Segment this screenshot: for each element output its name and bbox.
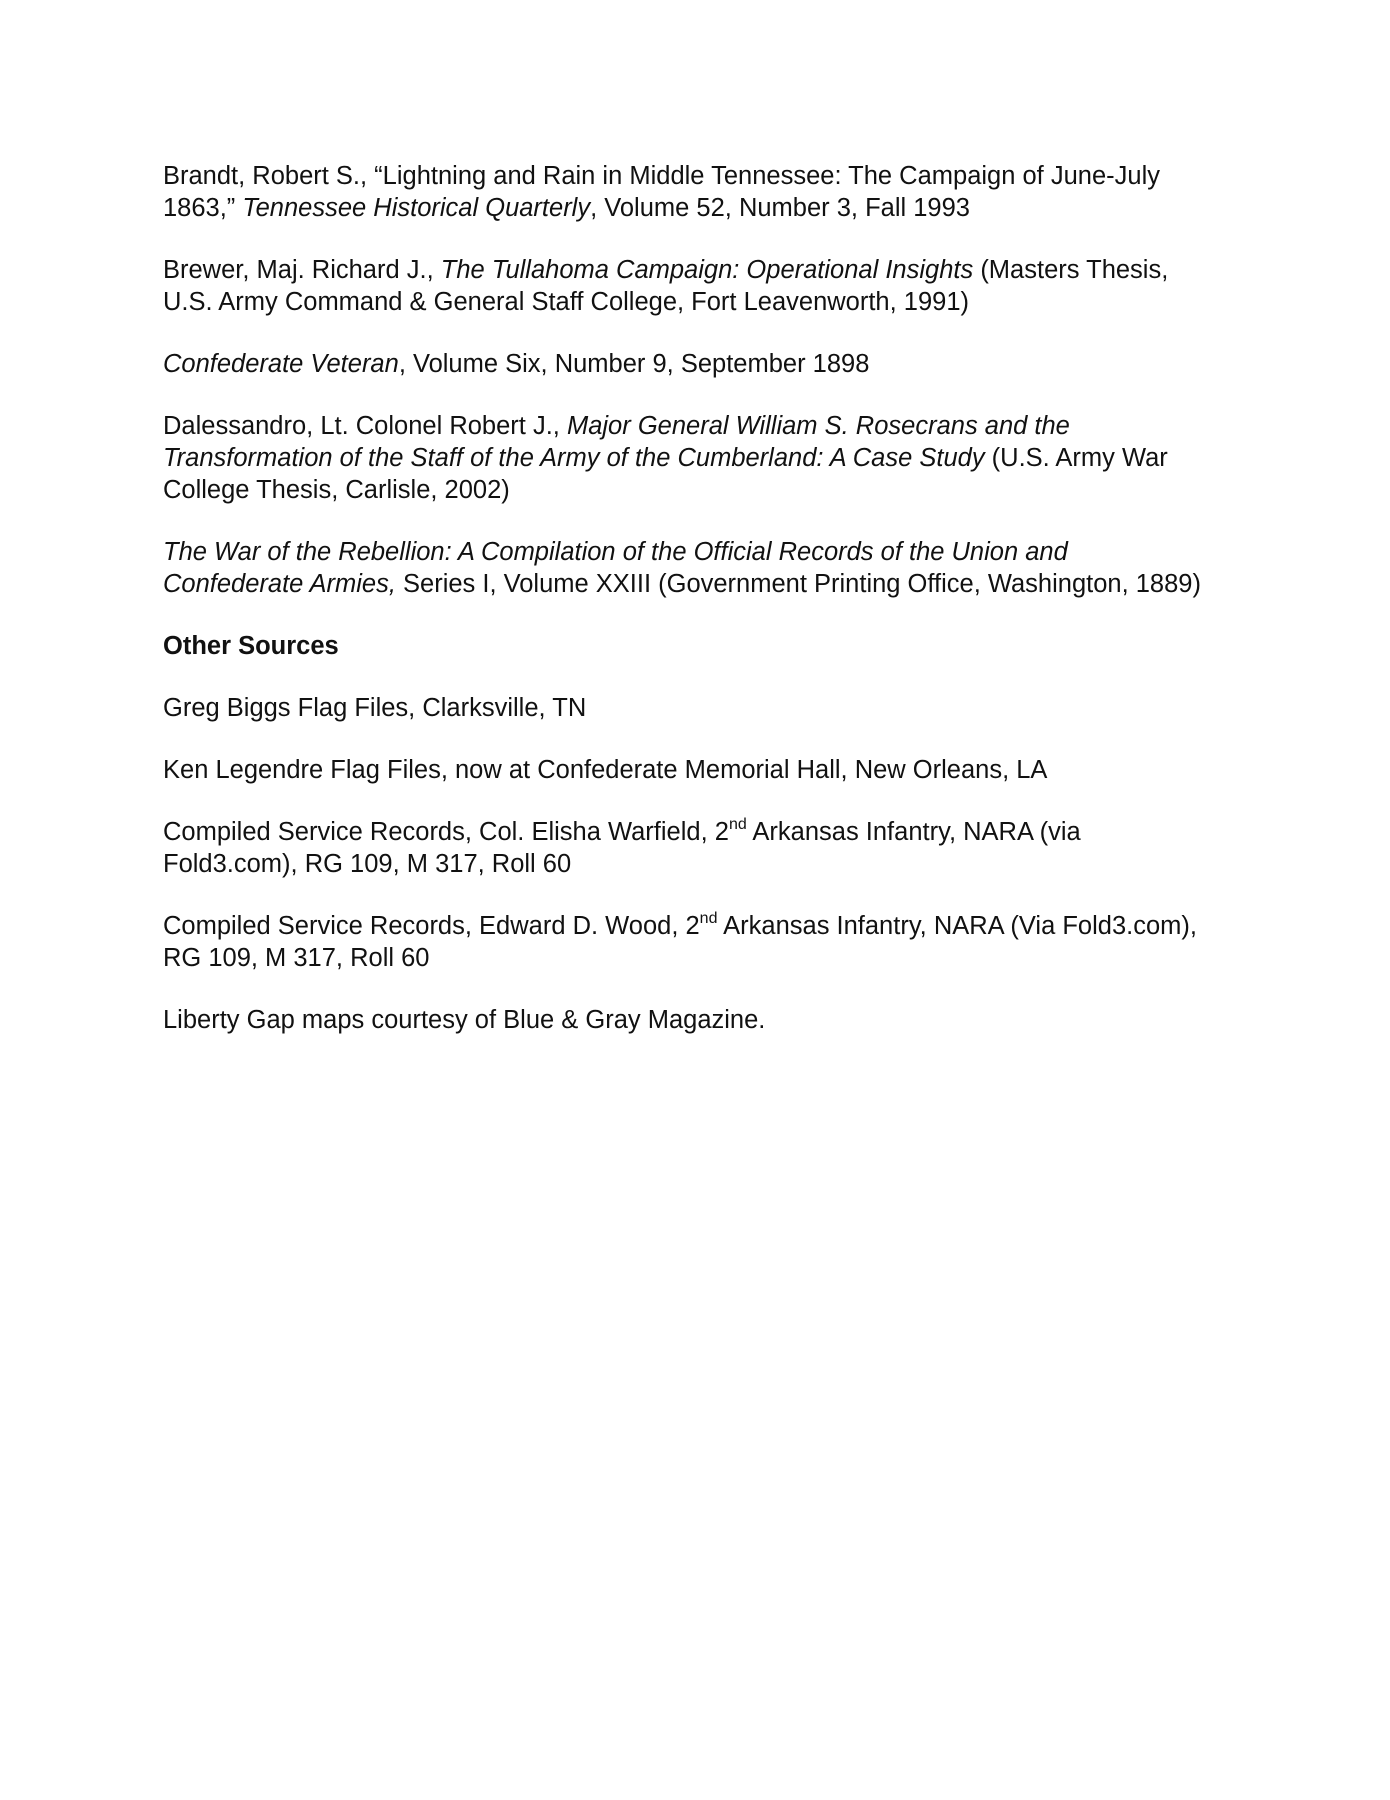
entry-title-italic: Confederate Veteran [163,350,399,378]
entry-text: , Volume 52, Number 3, Fall 1993 [590,194,970,222]
entry-text: Dalessandro, Lt. Colonel Robert J., [163,412,567,440]
bibliography-entry-confederate-veteran [163,348,1203,380]
entry-text: Brewer, Maj. Richard J., [163,256,441,284]
entry-text: Compiled Service Records, Col. Elisha Warfield, 2 [163,818,729,846]
ordinal-superscript: nd [699,909,718,927]
bibliography-entry-dalessandro [163,410,1203,506]
source-entry-legendre: Ken Legendre Flag Files, now at Confederate Memorial Hall, New Orleans, LA [163,756,1048,784]
entry-text: , Volume Six, Number 9, September 1898 [398,350,870,378]
source-entry-liberty-gap-maps: Liberty Gap maps courtesy of Blue & Gray Magazine. [163,1006,766,1034]
document-page [163,160,1203,1066]
entry-text: Arkansas Infantry, NARA (Via Fold3.com), RG 109, M 317, Roll 60 [163,912,1197,972]
entry-title-italic: Major General William S. Rosecrans and the Transformation of the Staff of the Army of the Cumberland: A Case Study [163,412,1070,472]
bibliography-entry-brandt [163,160,1203,224]
entry-text: Series I, Volume XXIII (Government Printing Office, Washington, 1889) [395,570,1201,598]
ordinal-superscript: nd [728,815,747,833]
entry-title-italic: Tennessee Historical Quarterly [242,194,591,222]
entry-text: Brandt, Robert S., “Lightning and Rain in Middle Tennessee: The Campaign of June-July 1863,” [163,162,1160,222]
entry-text: Compiled Service Records, Edward D. Wood, 2 [163,912,700,940]
source-entry-warfield [163,816,1203,880]
entry-title-italic: The War of the Rebellion: A Compilation of the Official Records of the Union and Confederate Armies, [163,538,1068,598]
source-entry-biggs: Greg Biggs Flag Files, Clarksville, TN [163,694,587,722]
source-entry-wood [163,910,1203,974]
entry-text: (Masters Thesis, U.S. Army Command & General Staff College, Fort Leavenworth, 1991) [163,256,1169,316]
bibliography-entry-brewer [163,254,1203,318]
entry-title-italic: The Tullahoma Campaign: Operational Insights [440,256,974,284]
entry-text: Arkansas Infantry, NARA (via Fold3.com), RG 109, M 317, Roll 60 [163,818,1081,878]
bibliography-entry-war-of-rebellion [163,536,1203,600]
entry-text: (U.S. Army War College Thesis, Carlisle, 2002) [163,444,1168,504]
section-heading-other-sources: Other Sources [163,632,339,660]
